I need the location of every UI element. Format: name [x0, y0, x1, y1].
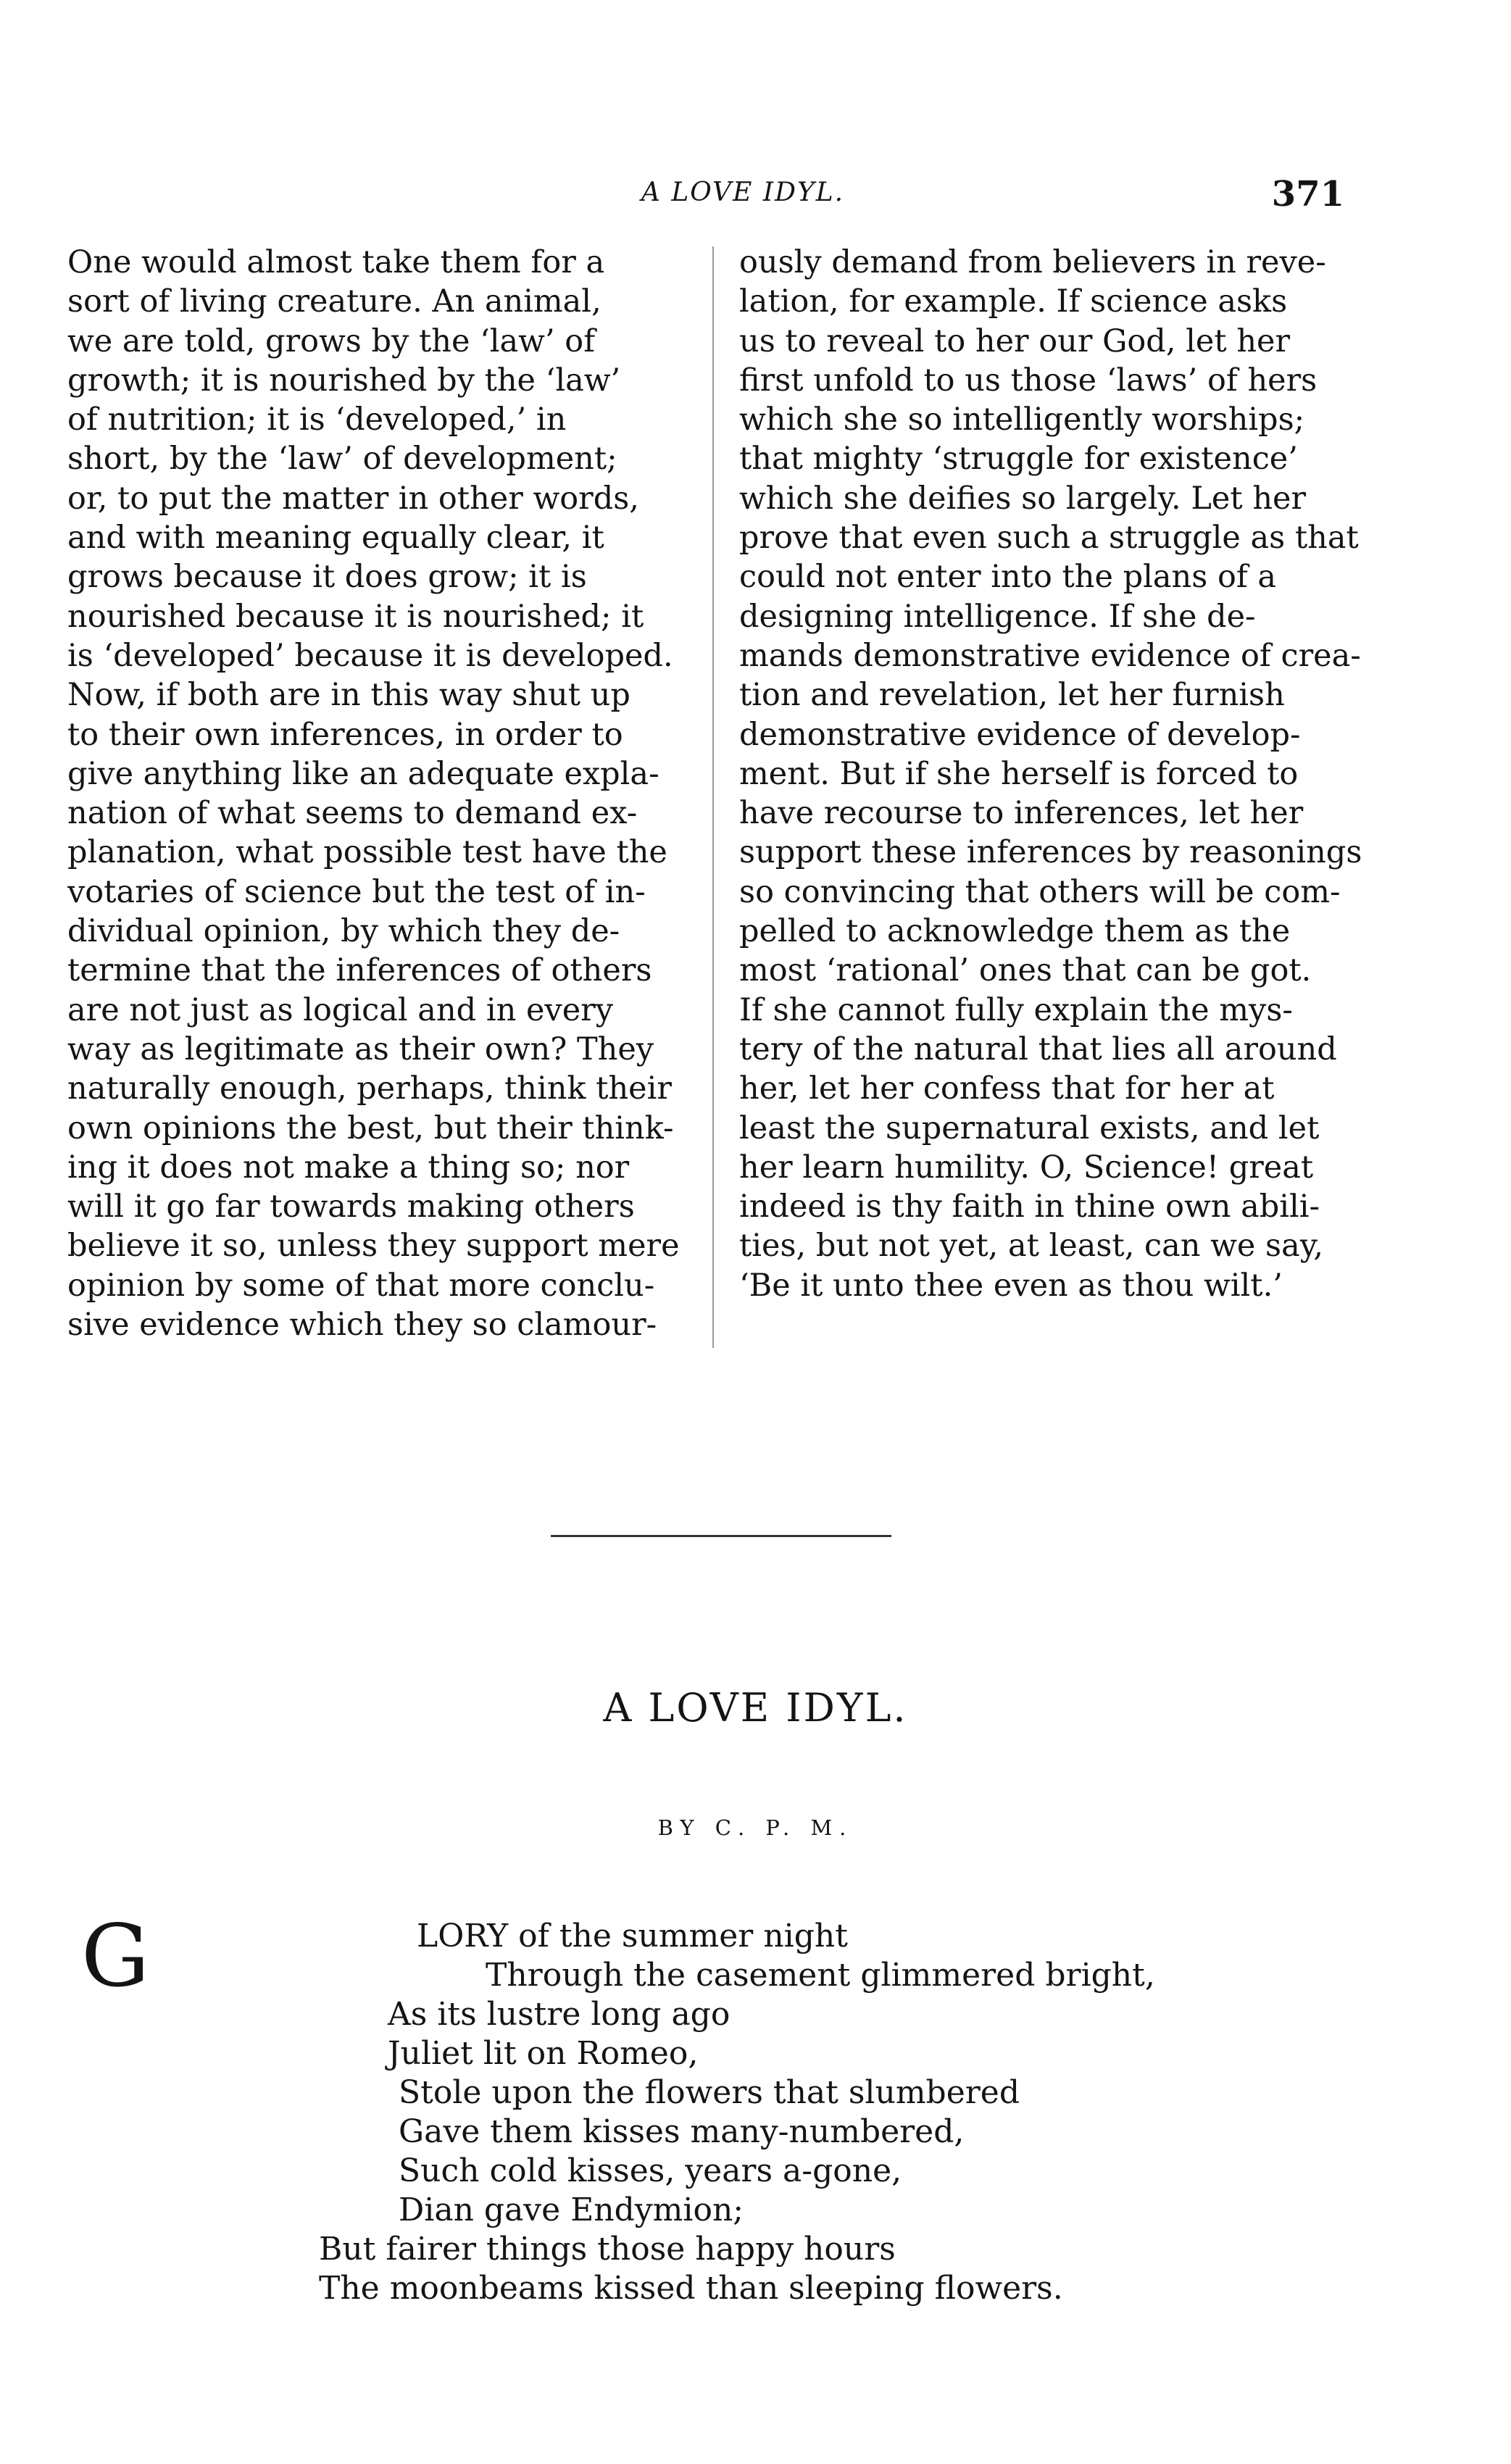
text-line: support these inferences by reasonings	[739, 834, 1362, 871]
text-line: Now, if both are in this way shut up	[67, 677, 630, 714]
text-line: to their own inferences, in order to	[67, 716, 623, 753]
poem-line: Through the casement glimmered bright,	[486, 1957, 1155, 1994]
page-number: 371	[1271, 174, 1344, 215]
poem-line: Juliet lit on Romeo,	[388, 2035, 699, 2072]
text-line: her learn humility. O, Science! great	[739, 1149, 1314, 1186]
section-rule	[551, 1535, 891, 1537]
text-line: nation of what seems to demand ex-	[67, 795, 638, 832]
poem-line: LORY of the summer night	[417, 1918, 848, 1955]
text-line: could not enter into the plans of a	[739, 559, 1277, 596]
text-line: way as legitimate as their own? They	[67, 1031, 654, 1067]
text-line: ‘Be it unto thee even as thou wilt.’	[739, 1267, 1283, 1304]
text-line: ously demand from believers in reve-	[739, 244, 1326, 280]
text-line: us to reveal to her our God, let her	[739, 322, 1291, 359]
text-line: grows because it does grow; it is	[67, 559, 587, 596]
poem-line: The moonbeams kissed than sleeping flowers.	[319, 2270, 1063, 2307]
text-line: short, by the ‘law’ of development;	[67, 441, 617, 478]
text-line: planation, what possible test have the	[67, 834, 667, 871]
poem-title: A LOVE IDYL.	[603, 1685, 908, 1731]
text-line: If she cannot fully explain the mys-	[739, 991, 1293, 1028]
text-line: prove that even such a struggle as that	[739, 520, 1359, 557]
poem-byline: BY C. P. M.	[657, 1815, 854, 1840]
text-line: are not just as logical and in every	[67, 991, 613, 1028]
poem-line: But fairer things those happy hours	[319, 2231, 896, 2268]
text-line: nourished because it is nourished; it	[67, 598, 644, 635]
text-line: and with meaning equally clear, it	[67, 520, 604, 557]
text-line: will it go far towards making others	[67, 1189, 635, 1225]
running-head: A LOVE IDYL.	[641, 178, 845, 207]
text-line: least the supernatural exists, and let	[739, 1110, 1320, 1146]
text-line: indeed is thy faith in thine own abili-	[739, 1189, 1320, 1225]
text-line: growth; it is nourished by the ‘law’	[67, 362, 621, 399]
text-line: dividual opinion, by which they de-	[67, 913, 620, 950]
text-line: naturally enough, perhaps, think their	[67, 1070, 672, 1107]
text-line: that mighty ‘struggle for existence’	[739, 441, 1298, 478]
text-line: lation, for example. If science asks	[739, 283, 1288, 320]
text-line: opinion by some of that more conclu-	[67, 1267, 655, 1304]
text-line: ties, but not yet, at least, can we say,	[739, 1228, 1323, 1265]
text-line: votaries of science but the test of in-	[67, 873, 646, 910]
text-line: tery of the natural that lies all around	[739, 1031, 1337, 1067]
text-line: her, let her confess that for her at	[739, 1070, 1275, 1107]
text-line: sive evidence which they so clamour-	[67, 1307, 657, 1344]
poem-line: Such cold kisses, years a-gone,	[399, 2152, 902, 2189]
text-line: own opinions the best, but their think-	[67, 1110, 674, 1146]
text-line: first unfold to us those ‘laws’ of hers	[739, 362, 1318, 399]
text-line: mands demonstrative evidence of crea-	[739, 637, 1361, 674]
text-line: so convincing that others will be com-	[739, 873, 1341, 910]
text-line: tion and revelation, let her furnish	[739, 677, 1285, 714]
text-line: sort of living creature. An animal,	[67, 283, 602, 320]
text-line: which she so intelligently worships;	[739, 401, 1305, 438]
text-line: of nutrition; it is ‘developed,’ in	[67, 401, 567, 438]
poem-line: Gave them kisses many-numbered,	[399, 2113, 965, 2150]
text-line: or, to put the matter in other words,	[67, 480, 639, 517]
column-divider	[712, 246, 714, 1348]
poem-line: Stole upon the flowers that slumbered	[399, 2074, 1020, 2111]
right-column	[739, 243, 1362, 1305]
poem-line: Dian gave Endymion;	[399, 2192, 744, 2228]
text-line: One would almost take them for a	[67, 244, 605, 280]
text-line: have recourse to inferences, let her	[739, 795, 1304, 832]
left-column	[67, 243, 680, 1344]
text-line: pelled to acknowledge them as the	[739, 913, 1291, 950]
text-line: we are told, grows by the ‘law’ of	[67, 322, 596, 359]
text-line: demonstrative evidence of develop-	[739, 716, 1301, 753]
text-line: designing intelligence. If she de-	[739, 598, 1256, 635]
text-line: ment. But if she herself is forced to	[739, 755, 1299, 792]
text-line: ing it does not make a thing so; nor	[67, 1149, 630, 1186]
text-line: termine that the inferences of others	[67, 952, 652, 989]
text-line: give anything like an adequate expla-	[67, 755, 659, 792]
drop-cap: G	[81, 1906, 150, 2006]
text-line: which she deifies so largely. Let her	[739, 480, 1307, 517]
poem-line: As its lustre long ago	[388, 1996, 730, 2033]
text-line: is ‘developed’ because it is developed.	[67, 637, 673, 674]
text-line: believe it so, unless they support mere	[67, 1228, 680, 1265]
text-line: most ‘rational’ ones that can be got.	[739, 952, 1312, 989]
